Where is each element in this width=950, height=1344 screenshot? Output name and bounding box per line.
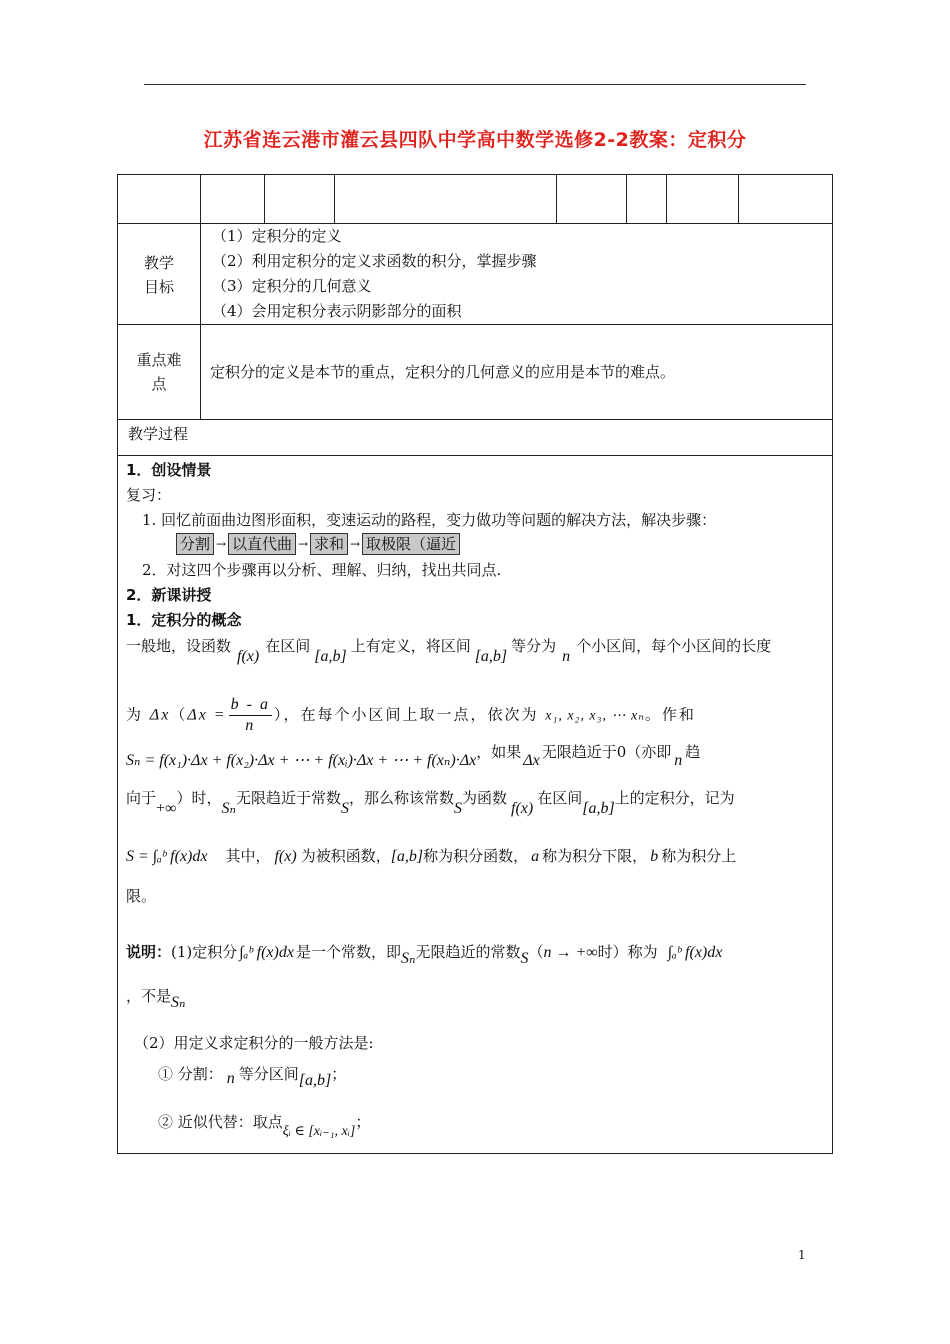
section-heading: 1．创设情景	[126, 461, 212, 479]
header-rule	[144, 84, 806, 85]
flow-step: 以直代曲	[228, 533, 296, 555]
text-line: Sₙ = f(x₁)·Δx + f(x₂)·Δx + ⋯ + f(xᵢ)·Δx + ⋯ + f(xₙ)·Δx，如果 Δx 无限趋近于0（亦即 n 趋	[126, 743, 701, 769]
table-divider	[200, 223, 201, 419]
table-divider	[334, 175, 335, 223]
table-divider	[626, 175, 627, 223]
table-divider	[556, 175, 557, 223]
text-line: 一般地，设函数f(x)在区间[a,b]上有定义，将区间[a,b]等分为n个小区间，每个小区间的长度	[126, 637, 772, 665]
text-line: （2）用定义求定积分的一般方法是:	[134, 1034, 374, 1052]
key-points-text: 定积分的定义是本节的重点，定积分的几何意义的应用是本节的难点。	[210, 363, 676, 381]
text-line: 为 Δx（Δx = $\frac{b - a}{n}$ ），在每个小区间上取一点，依次为 x₁, x₂, x₃, ⋯ xₙ。作和	[126, 696, 696, 734]
table-divider	[264, 175, 265, 223]
page-number: 1	[798, 1248, 806, 1262]
key-points-label: 重点难 点	[136, 351, 182, 393]
objectives-label: 教学 目标	[143, 254, 174, 296]
section-heading: 1．定积分的概念	[126, 611, 242, 629]
document-title: 江苏省连云港市灌云县四队中学高中数学选修2-2教案：定积分	[203, 129, 747, 151]
objective-item: （1）定积分的定义	[212, 227, 342, 245]
fraction: $\frac{b - a}{n}$	[230, 696, 270, 734]
table-divider	[118, 419, 832, 420]
review-item: 2．对这四个步骤再以分析、理解、归纳，找出共同点.	[142, 561, 502, 579]
arrow-right-icon: →	[215, 537, 227, 551]
text-line: 说明：(1)定积分 ∫ₐᵇ f(x)dx 是一个常数，即Sₙ无限趋近的常数S（n → +∞时）称为 ∫ₐᵇ f(x)dx	[126, 943, 723, 967]
section-heading: 2．新课讲授	[126, 586, 212, 604]
review-label: 复习：	[126, 486, 172, 504]
text-line: ① 分割： n 等分区间[a,b]；	[158, 1065, 347, 1089]
table-divider	[118, 223, 832, 224]
objective-item: （3）定积分的几何意义	[212, 277, 372, 295]
text-line: 限。	[126, 887, 157, 905]
flow-step: 求和	[310, 533, 348, 555]
text-line: ② 近似代替：取点ξᵢ ∈ [xᵢ₋₁, xᵢ]；	[158, 1113, 371, 1139]
text-line: S = ∫ₐᵇ f(x)dx 其中， f(x) 为被积函数，[a,b]称为积分函数， a 称为积分下限， b 称为积分上	[126, 847, 737, 865]
steps-flow	[176, 533, 460, 555]
table-divider	[118, 324, 832, 325]
text-line: 向于+∞）时，Sₙ无限趋近于常数S，那么称该常数S为函数f(x)在区间[a,b]上的定积分，记为	[126, 789, 735, 817]
arrow-right-icon: →	[298, 537, 309, 551]
arrow-right-icon: →	[350, 537, 361, 551]
table-divider	[738, 175, 739, 223]
process-label: 教学过程	[128, 425, 189, 443]
table-divider	[200, 175, 201, 223]
review-item: 1. 回忆前面曲边图形面积，变速运动的路程，变力做功等问题的解决方法，解决步骤：	[142, 511, 717, 529]
table-divider	[666, 175, 667, 223]
text-line: ，不是Sₙ	[126, 987, 186, 1011]
flow-step: 取极限（逼近	[362, 533, 460, 555]
lesson-table	[117, 174, 833, 1154]
objective-item: （4）会用定积分表示阴影部分的面积	[212, 302, 462, 320]
objective-item: （2）利用定积分的定义求函数的积分，掌握步骤	[212, 252, 537, 270]
table-divider	[118, 455, 832, 456]
flow-step: 分割	[176, 533, 214, 555]
